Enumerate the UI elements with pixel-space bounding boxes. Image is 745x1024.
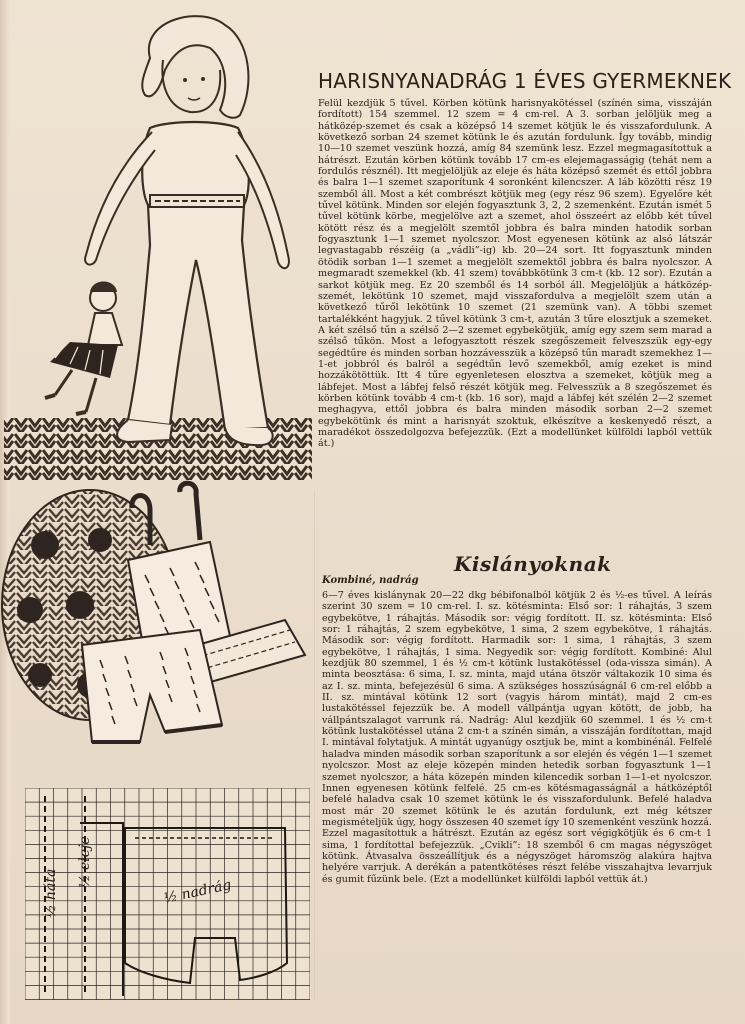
main-title: HARISNYANADRÁG 1 ÉVES GYERMEKNEK	[318, 69, 732, 93]
child-hair	[142, 16, 248, 118]
section-instructions: 6—7 éves kislánynak 20—22 dkg bébifonalból kötjük 2 és ½-es tűvel. A leírás szerint 30 szem = 10 cm-rel. I. sz. kötésminta: Első sor: 1 ráhajtás, 3 szem egybekötve, 1 ráhajtás. Második sor: végig fordított. II. sz. kötésminta: Első sor: 1 ráhajtás, 2 szem egybekötve, 1 sima, 2 szem egybekötve, 1 ráhajtás. Második sor: végig fordított. Harmadik sor: 1 sima, 1 ráhajtás, 3 szem egybekötve, 1 ráhajtás, 1 sima. Negyedik sor: végig fordított. Kombiné: Alul kezdjük 80 szemmel, 1 és ½ cm-t kötünk lustakötéssel (oda-vissza simán). A minta beosztása: 6 sima, I. sz. minta, majd utána ötször váltakozik 10 sima és az I. sz. minta, befejezésül 6 sima. A szükséges hosszúságnál 6 cm-rel előbb a II. sz. mintával kötünk 12 sort (vagyis három mintát), majd 2 cm-es lustakötéssel fejezzük be. A modell vállpántja ugyan kötött, de jobb, ha vállpántszalagot varrunk rá. Nadrág: Alul kezdjük 60 szemmel. 1 és ½ cm-t kötünk lustakötéssel utána 2 cm-t a színén simán, a visszáján fordítottan, majd I. mintával folytatjuk. A mintát ugyanúgy osztjuk be, mint a kombinénál. Felfelé haladva minden második sorban szaporítunk a sor elején és végén 1—1 szemet nyolcszor. Most az eleje közepén minden hetedik sorban fogyasztunk 1—1 szemet nyolcszor, a háta közepén minden kilencedik sorban 1—1-et nyolcszor. Innen egyenesen kötünk felfelé. 25 cm-es kötésmagasságnál a hátközéptől befelé haladva csak 10 szemet kötünk le és visszafordulunk. Befelé haladva most már 20 szemet kötünk le és azután fordulunk, ezt még kétszer megismételjük úgy, hogy összesen 40 szemet így 10 szemenként veszünk hozzá. Ezzel magasítottuk a hátrészt. Ezután az egész sort végigkötjük és 6 cm-t 1 sima, 1 fordítottal befejezzük. „Cvikli”: 18 szemből 6 cm magas négyszöget kötünk. Átvasalva összeállítjuk és a négyszöget háromszög alakúra hajtva helyére varrjuk. A derékán a patentkötéses részt felébe visszahajtva levarrjuk és gumit fűzünk bele. (Ezt a modellünket külföldi lapból vettük át.)	[322, 590, 712, 885]
main-instructions: Felül kezdjük 5 tűvel. Körben kötünk harisnyakötéssel (színén sima, visszáján fordított) 154 szemmel. 12 szem = 4 cm-rel. A 3. sorban jelöljük meg a hátközép-szemet és csak a középső 14 szemet kötjük le és visszafordulunk. A következő sorban 24 szemet kötünk le és azután fordulunk. Így tovább, mindig 10—10 szemet veszünk hozzá, amíg 84 szemünk lesz. Ezzel megmagasítottuk a hátrészt. Ezután körben kötünk tovább 17 cm-es elejemagasságig (tehát nem a fordulós résznél). Itt megjelöljük az eleje és háta középső szemét és ettől jobbra és balra 1—1 szemet szaporítunk 4 soronként kilencszer. A láb közötti rész 19 szemből áll. Most a két combrészt kötjük meg (egy rész 96 szem). Egyelőre két tűvel kötünk. Minden sor elején fogyasztunk 3, 2, 2 szemenként. Ezután ismét 5 tűvel kötünk körbe, megjelölve azt a szemet, ahol összeért az előbb két tűvel kötött rész és a megjelölt szemtől jobbra és balra minden hatodik sorban fogyasztunk 1—1 szemet nyolcszor. Most egyenesen kötünk az alsó látszár legvastagabb részéig (a „vádli”-ig) kb. 20—24 sort. Itt fogyasztunk minden ötödik sorban 1—1 szemet a megjelölt szemektől jobbra és balra nyolcszor. A megmaradt szemekkel (kb. 41 szem) továbbkötünk 3 cm-t (kb. 12 sor). Ezután a sarkot kötjük meg. Ez 20 szemből és 14 sorból áll. Megjelöljük a hátközép-szemét, lekötünk 10 szemet, majd visszafordulva a megjelölt szem után a következő tűről lekötünk 10 szemet (21 szemünk van). A többi szemet tartalékként hagyjuk. 2 tűvel kötünk 3 cm-t, azután 3 tűre elosztjuk a szemeket. A két szélső tűn a szélső 2—2 szemet egybekötjük, amíg egy szem sem marad a szélső tűkön. Most a lefogyasztott részek szegőszemeit felveszszük egy-egy segédtűre és minden sorban hozzávesszük a középső tűn maradt szemekhez 1—1-et jobbról és balról a segédtűn levő szemekből, amíg ezeket is mind hozzákötöttük. Itt 4 tűre egyenletesen elosztva a szemeket, kötjük meg a lábfejet. Most a lábfej felső részét kötjük meg. Felvesszük a 8 szegőszemet és körben kötünk tovább 4 cm-t (kb. 16 sor), majd a lábfej két szélén 2—2 szemet meghagyva, ettől jobbra és balra minden második sorban 2—2 szemet egybekötünk és mint a harisnyát szoktuk, elkészítve a keskenyedő részt, a maradékot összedolgozva befejezzük. (Ezt a modellünket külföldi lapból vettük át.)	[318, 98, 712, 450]
pattern-grid-diagram	[25, 788, 310, 1000]
underwear-illustration	[0, 480, 320, 780]
section-title: Kislányoknak	[454, 552, 612, 576]
half-pants-label: ½ nadrág	[162, 877, 233, 907]
child-illustration	[0, 0, 315, 490]
section-kicker: Kombiné, nadrág	[322, 575, 419, 586]
doll-illustration	[45, 282, 122, 415]
half-back-label: ½ háta	[43, 868, 59, 918]
half-front-label: ½ eleje	[77, 836, 93, 888]
bloomers-illustration	[82, 630, 222, 742]
column-divider	[314, 490, 315, 1000]
